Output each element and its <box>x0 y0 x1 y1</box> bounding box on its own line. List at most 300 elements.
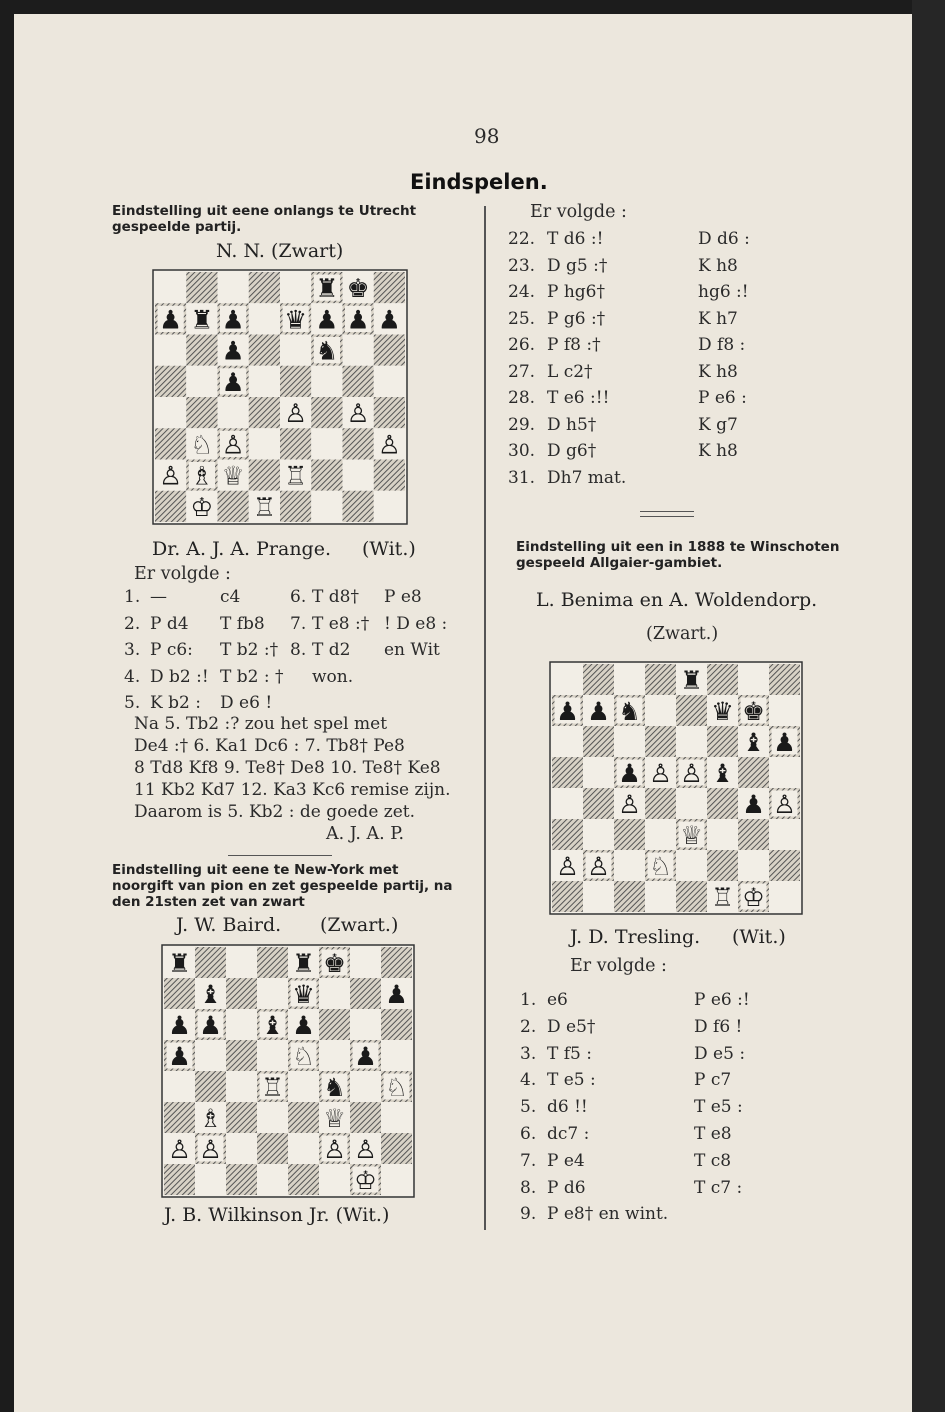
black-move: D e5 : <box>694 1043 746 1064</box>
page-number: 98 <box>474 124 500 148</box>
light-square <box>257 1040 288 1071</box>
white-move: P d4 <box>150 613 189 634</box>
dark-square <box>583 664 614 695</box>
light-square <box>738 850 769 881</box>
game3-white-player: J. D. Tresling. <box>570 926 701 948</box>
note-line: Na 5. Tb2 :? zou het spel met <box>134 714 388 734</box>
move-number: 6. <box>520 1124 537 1144</box>
black-move: K h8 <box>698 255 738 276</box>
light-square <box>311 428 342 459</box>
dark-square <box>249 335 280 366</box>
white-king-icon: ♔ <box>190 492 214 523</box>
dark-square <box>257 1133 288 1164</box>
light-square <box>155 397 186 428</box>
game1-signature: A. J. A. P. <box>326 824 405 844</box>
light-square <box>186 366 217 397</box>
light-square <box>769 819 800 850</box>
dark-square <box>343 366 374 397</box>
game3-separator-top <box>640 511 694 512</box>
white-pawn-icon: ♙ <box>649 757 672 788</box>
game3-black-label: (Zwart.) <box>646 624 719 644</box>
black-move: T fb8 <box>220 613 265 634</box>
white-pawn-icon: ♙ <box>284 399 308 429</box>
black-king-icon: ♚ <box>346 274 370 304</box>
dark-square <box>186 335 217 366</box>
white-pawn-icon: ♙ <box>221 430 245 461</box>
dark-square <box>226 1040 257 1071</box>
dark-square <box>738 819 769 850</box>
light-square <box>769 757 800 788</box>
white-pawn-icon: ♙ <box>346 399 370 429</box>
dark-square <box>311 460 342 491</box>
book-spine <box>912 0 945 1412</box>
light-square <box>343 460 374 491</box>
move-number: 2. <box>520 1016 537 1037</box>
game3-caption: Eindstelling uit een in 1888 te Winschoten gespeeld Allgaier-gambiet. <box>516 539 840 571</box>
black-pawn-icon: ♟ <box>168 1009 191 1040</box>
white-pawn-icon: ♙ <box>556 850 579 881</box>
light-square <box>257 978 288 1009</box>
move-number: 6. <box>290 587 307 607</box>
black-knight-icon: ♞ <box>618 695 641 726</box>
light-square <box>249 303 280 334</box>
black-queen-icon: ♛ <box>711 695 734 726</box>
dark-square <box>226 1164 257 1195</box>
light-square <box>645 695 676 726</box>
light-square <box>583 819 614 850</box>
note-line: 11 Kb2 Kd7 12. Ka3 Kc6 remise zijn. <box>134 780 451 800</box>
note-line: 8 Td8 Kf8 9. Te8† De8 10. Te8† Ke8 <box>134 758 441 778</box>
black-knight-icon: ♞ <box>323 1071 346 1102</box>
black-pawn-icon: ♟ <box>385 978 408 1009</box>
dark-square <box>552 757 583 788</box>
white-move: P e4 <box>547 1150 585 1171</box>
white-move: D g5 :† <box>547 255 608 276</box>
black-pawn-icon: ♟ <box>354 1040 377 1071</box>
black-pawn-icon: ♟ <box>159 305 183 336</box>
dark-square <box>707 788 738 819</box>
light-square <box>311 366 342 397</box>
move-number: 8. <box>520 1177 537 1198</box>
dark-square <box>583 788 614 819</box>
white-pawn-icon: ♙ <box>680 757 703 788</box>
white-pawn-icon: ♙ <box>773 788 796 819</box>
dark-square <box>155 428 186 459</box>
white-move: P g6 :† <box>547 308 606 329</box>
move-number: 7. <box>520 1150 537 1171</box>
black-move: K h8 <box>698 441 738 461</box>
black-knight-icon: ♞ <box>315 336 339 367</box>
white-pawn-icon: ♙ <box>354 1133 377 1164</box>
light-square <box>614 726 645 757</box>
dark-square <box>288 1164 319 1195</box>
black-rook-icon: ♜ <box>190 305 214 336</box>
light-square <box>676 850 707 881</box>
dark-square <box>769 664 800 695</box>
black-move: T e8 <box>694 1124 732 1144</box>
dark-square <box>226 1102 257 1133</box>
dark-square <box>249 272 280 303</box>
game1-white-player: Dr. A. J. A. Prange. <box>152 538 332 560</box>
move-number: 8. <box>290 640 307 660</box>
dark-square <box>374 397 405 428</box>
light-square <box>614 664 645 695</box>
light-square <box>218 397 249 428</box>
dark-square <box>186 397 217 428</box>
move-number: 5. <box>520 1097 537 1118</box>
black-move: P e6 :! <box>694 990 750 1010</box>
move-number: 7. <box>290 613 307 634</box>
white-pawn-icon: ♙ <box>618 788 641 819</box>
game1-followed-label: Er volgde : <box>134 564 231 584</box>
dark-square <box>552 881 583 912</box>
dark-square <box>164 978 195 1009</box>
black-move: P e6 : <box>698 388 747 408</box>
move-number: 1. <box>520 990 537 1010</box>
dark-square <box>249 460 280 491</box>
move-number: 27. <box>508 361 536 382</box>
black-move: T e5 : <box>694 1097 743 1118</box>
black-move: D f8 : <box>698 335 746 355</box>
light-square <box>552 726 583 757</box>
black-rook-icon: ♜ <box>168 947 191 978</box>
dark-square <box>645 664 676 695</box>
black-bishop-icon: ♝ <box>742 726 765 757</box>
move-number: 5. <box>124 693 141 713</box>
light-square <box>552 788 583 819</box>
dark-square <box>614 819 645 850</box>
light-square <box>381 1102 412 1133</box>
game3-chess-diagram <box>549 661 803 915</box>
note-line: Daarom is 5. Kb2 : de goede zet. <box>134 802 416 822</box>
dark-square <box>155 491 186 522</box>
dark-square <box>164 1102 195 1133</box>
white-rook-icon: ♖ <box>252 492 276 523</box>
game1-caption: Eindstelling uit eene onlangs te Utrecht gespeelde partij. <box>112 203 417 235</box>
dark-square <box>645 788 676 819</box>
move-number: 23. <box>508 255 536 276</box>
light-square <box>319 1164 350 1195</box>
game2-caption: Eindstelling uit eene te New-York met noorgift van pion en zet gespeelde partij, na den 21sten zet van zwart <box>112 862 453 910</box>
black-rook-icon: ♜ <box>680 664 703 695</box>
white-knight-icon: ♘ <box>385 1071 408 1102</box>
dark-square <box>280 366 311 397</box>
light-square <box>552 664 583 695</box>
black-move: T b2 : † <box>220 666 284 687</box>
white-move: T d6 :! <box>547 229 604 249</box>
light-square <box>249 366 280 397</box>
move-number: 3. <box>520 1043 537 1064</box>
game2-separator <box>228 855 332 856</box>
light-square <box>226 1133 257 1164</box>
game1-black-player: N. N. (Zwart) <box>216 240 344 262</box>
black-pawn-icon: ♟ <box>346 305 370 336</box>
black-move: P e8 <box>384 587 422 607</box>
dark-square <box>350 1102 381 1133</box>
dark-square <box>676 881 707 912</box>
white-knight-icon: ♘ <box>649 850 672 881</box>
white-move: P hg6† <box>547 282 605 302</box>
light-square <box>374 491 405 522</box>
move-number: 24. <box>508 282 536 302</box>
black-move: T c8 <box>694 1150 732 1171</box>
dark-square <box>676 695 707 726</box>
white-move: T d8† <box>312 587 359 607</box>
dark-square <box>645 726 676 757</box>
move-number: 4. <box>124 666 141 687</box>
move-number: 4. <box>520 1070 537 1091</box>
black-king-icon: ♚ <box>323 947 346 978</box>
light-square <box>319 978 350 1009</box>
black-pawn-icon: ♟ <box>221 305 245 336</box>
dark-square <box>257 947 288 978</box>
light-square <box>645 881 676 912</box>
black-pawn-icon: ♟ <box>587 695 610 726</box>
dark-square <box>319 1009 350 1040</box>
dark-square <box>249 397 280 428</box>
white-knight-icon: ♘ <box>292 1040 315 1071</box>
black-move: K h8 <box>698 361 738 382</box>
white-move: — <box>150 587 167 607</box>
game2-black-label: (Zwart.) <box>320 914 399 936</box>
black-move: c4 <box>220 587 241 607</box>
dark-square <box>186 272 217 303</box>
light-square <box>280 335 311 366</box>
black-move: D f6 ! <box>694 1016 743 1037</box>
move-number: 28. <box>508 388 536 408</box>
white-move: L c2† <box>547 361 593 382</box>
black-pawn-icon: ♟ <box>221 336 245 367</box>
white-queen-icon: ♕ <box>323 1102 346 1133</box>
black-pawn-icon: ♟ <box>199 1009 222 1040</box>
white-move: D h5† <box>547 414 597 435</box>
light-square <box>381 1164 412 1195</box>
light-square <box>226 947 257 978</box>
move-number: 9. <box>520 1204 537 1225</box>
light-square <box>676 726 707 757</box>
black-bishop-icon: ♝ <box>261 1009 284 1040</box>
dark-square <box>381 947 412 978</box>
white-move: d6 !! <box>547 1097 588 1118</box>
white-rook-icon: ♖ <box>711 881 734 912</box>
black-pawn-icon: ♟ <box>618 757 641 788</box>
black-pawn-icon: ♟ <box>221 367 245 398</box>
move-number: 31. <box>508 467 536 488</box>
light-square <box>195 1040 226 1071</box>
game1-white-label: (Wit.) <box>362 538 416 560</box>
move-number: 3. <box>124 640 141 660</box>
light-square <box>218 272 249 303</box>
black-pawn-icon: ♟ <box>742 788 765 819</box>
dark-square <box>374 335 405 366</box>
black-pawn-icon: ♟ <box>773 726 796 757</box>
dark-square <box>381 1133 412 1164</box>
light-square <box>583 881 614 912</box>
black-move: P c7 <box>694 1070 732 1091</box>
light-square <box>645 819 676 850</box>
white-bishop-icon: ♗ <box>199 1102 222 1133</box>
light-square <box>374 366 405 397</box>
dark-square <box>226 978 257 1009</box>
light-square <box>614 850 645 881</box>
section-title: Eindspelen. <box>410 170 548 194</box>
black-move: K h7 <box>698 308 738 329</box>
black-move: T c7 : <box>694 1177 743 1198</box>
white-move: K b2 : <box>150 693 201 713</box>
move-number: 2. <box>124 613 141 634</box>
black-pawn-icon: ♟ <box>168 1040 191 1071</box>
light-square <box>257 1102 288 1133</box>
black-queen-icon: ♛ <box>292 978 315 1009</box>
dark-square <box>374 460 405 491</box>
light-square <box>280 272 311 303</box>
light-square <box>350 947 381 978</box>
white-queen-icon: ♕ <box>680 819 703 850</box>
white-move: T e8 :† <box>312 613 370 634</box>
game3-separator-bottom <box>640 516 694 517</box>
black-queen-icon: ♛ <box>284 305 308 336</box>
light-square <box>249 428 280 459</box>
black-pawn-icon: ♟ <box>556 695 579 726</box>
white-pawn-icon: ♙ <box>323 1133 346 1164</box>
light-square <box>381 1040 412 1071</box>
black-move: en Wit <box>384 640 440 660</box>
dark-square <box>350 978 381 1009</box>
black-king-icon: ♚ <box>742 695 765 726</box>
white-pawn-icon: ♙ <box>199 1133 222 1164</box>
game2-white-player: J. B. Wilkinson Jr. (Wit.) <box>164 1204 390 1226</box>
move-number: 29. <box>508 414 536 435</box>
dark-square <box>195 1071 226 1102</box>
light-square <box>319 1040 350 1071</box>
white-rook-icon: ♖ <box>284 461 308 492</box>
black-move: T b2 :† <box>220 640 279 660</box>
white-move: Dh7 mat. <box>547 467 627 488</box>
light-square <box>257 1164 288 1195</box>
light-square <box>707 819 738 850</box>
white-queen-icon: ♕ <box>221 461 245 492</box>
black-move: D e6 ! <box>220 693 273 713</box>
white-rook-icon: ♖ <box>261 1071 284 1102</box>
white-move: e6 <box>547 990 568 1010</box>
dark-square <box>280 428 311 459</box>
dark-square <box>707 726 738 757</box>
white-king-icon: ♔ <box>742 881 765 912</box>
white-move: D g6† <box>547 441 597 461</box>
move-number: 22. <box>508 229 536 249</box>
light-square <box>350 1071 381 1102</box>
black-bishop-icon: ♝ <box>711 757 734 788</box>
black-pawn-icon: ♟ <box>377 305 401 336</box>
move-number: 1. <box>124 587 141 607</box>
black-rook-icon: ♜ <box>315 274 339 304</box>
move-number: 25. <box>508 308 536 329</box>
black-bishop-icon: ♝ <box>199 978 222 1009</box>
white-pawn-icon: ♙ <box>159 461 183 492</box>
light-square <box>311 491 342 522</box>
note-line: De4 :† 6. Ka1 Dc6 : 7. Tb8† Pe8 <box>134 736 405 756</box>
white-move: D b2 :! <box>150 666 209 687</box>
light-square <box>155 335 186 366</box>
dark-square <box>343 428 374 459</box>
white-move: D e5† <box>547 1016 596 1037</box>
dark-square <box>583 726 614 757</box>
game1-chess-diagram <box>152 269 408 525</box>
black-move: hg6 :! <box>698 282 749 302</box>
light-square <box>195 1164 226 1195</box>
light-square <box>583 757 614 788</box>
white-move: P d6 <box>547 1177 586 1198</box>
light-square <box>350 1009 381 1040</box>
column-divider <box>484 206 486 1230</box>
game2-black-player: J. W. Baird. <box>176 914 282 936</box>
dark-square <box>707 664 738 695</box>
light-square <box>738 664 769 695</box>
light-square <box>288 1071 319 1102</box>
dark-square <box>738 757 769 788</box>
move-number: 26. <box>508 335 536 355</box>
white-bishop-icon: ♗ <box>190 461 214 492</box>
light-square <box>288 1133 319 1164</box>
black-move: K g7 <box>698 414 738 435</box>
dark-square <box>381 1009 412 1040</box>
white-move: T f5 : <box>547 1043 592 1064</box>
light-square <box>226 1009 257 1040</box>
dark-square <box>164 1164 195 1195</box>
dark-square <box>343 491 374 522</box>
white-king-icon: ♔ <box>354 1164 377 1195</box>
dark-square <box>374 272 405 303</box>
dark-square <box>218 491 249 522</box>
dark-square <box>195 947 226 978</box>
move-number: 30. <box>508 441 536 461</box>
light-square <box>676 788 707 819</box>
game3-players: L. Benima en A. Woldendorp. <box>536 589 818 611</box>
white-move: T e6 :!! <box>547 388 610 408</box>
dark-square <box>769 850 800 881</box>
game3-white-label: (Wit.) <box>732 926 786 948</box>
black-move: ! D e8 : <box>384 613 448 634</box>
white-pawn-icon: ♙ <box>168 1133 191 1164</box>
black-move: D d6 : <box>698 229 750 249</box>
white-pawn-icon: ♙ <box>587 850 610 881</box>
white-move: P f8 :† <box>547 335 601 355</box>
white-move: P c6: <box>150 640 193 660</box>
white-pawn-icon: ♙ <box>377 430 401 461</box>
dark-square <box>707 850 738 881</box>
game1-cont-followed-label: Er volgde : <box>530 202 627 222</box>
dark-square <box>288 1102 319 1133</box>
white-move: dc7 : <box>547 1124 590 1144</box>
light-square <box>226 1071 257 1102</box>
dark-square <box>280 491 311 522</box>
black-rook-icon: ♜ <box>292 947 315 978</box>
light-square <box>164 1071 195 1102</box>
white-move: won. <box>312 666 354 687</box>
black-pawn-icon: ♟ <box>292 1009 315 1040</box>
game2-chess-diagram <box>161 944 415 1198</box>
dark-square <box>552 819 583 850</box>
light-square <box>769 881 800 912</box>
white-move: T e5 : <box>547 1070 596 1091</box>
light-square <box>343 335 374 366</box>
dark-square <box>311 397 342 428</box>
white-move: T d2 <box>312 640 351 660</box>
light-square <box>155 272 186 303</box>
black-pawn-icon: ♟ <box>315 305 339 336</box>
game3-followed-label: Er volgde : <box>570 956 667 976</box>
light-square <box>769 695 800 726</box>
